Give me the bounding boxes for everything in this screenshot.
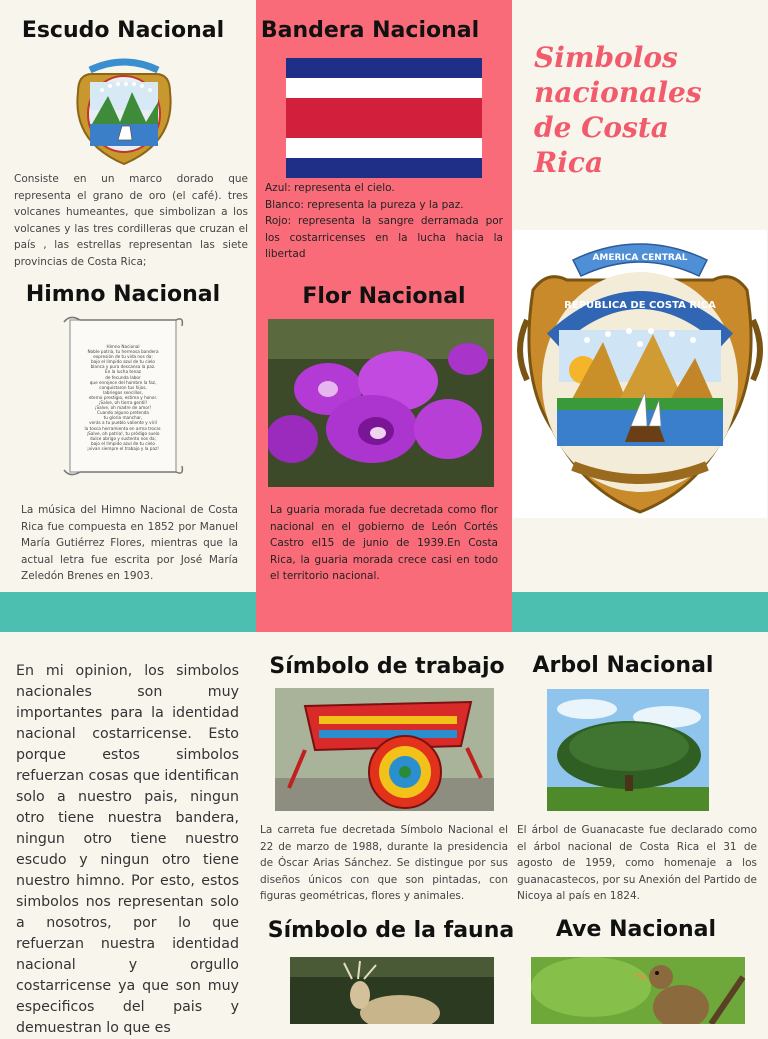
large-coat-of-arms-image bbox=[513, 230, 767, 518]
trabajo-description: La carreta fue decretada Símbolo Nacional el 22 de marzo de 1988, durante la presidencia de Óscar Arias Sánchez. Se distingue por sus diseños únicos con que son pintadas, con figuras geométricas, flores y animales. bbox=[260, 824, 508, 902]
clay-colored-thrush-image bbox=[531, 957, 745, 1024]
opinion-text: En mi opinion, los simbolos nacionales son muy importantes para la identidad nacional costarricense. Esto porque estos simbolos refuerzan cosas que identifican solo a nuestro pais, ningun otro tiene nuestra bandera, ningun otro tiene nuestro escudo y ningun otro tiene nuestro himno. Por esto, estos simbolos nos representan solo a nosotros, por lo que refuerzan nuestra identidad nacional y orgullo costarricense ya que son muy especificos del pais y demuestran lo que es bbox=[16, 663, 239, 1036]
seal-ribbon-text: AMERICA CENTRAL bbox=[592, 253, 688, 263]
escudo-description: Consiste en un marco dorado que representa el grano de oro (el café). tres volcanes humeantes, que simbolizan a los volcanes y las tres cordilleras que cruzan el país , las estrellas representan las siete provincias de Costa Rica; bbox=[14, 173, 248, 268]
flor-heading: Flor Nacional bbox=[302, 284, 466, 309]
anthem-sheet-text: Himno Nacional Noble patria, tu hermosa bandera expresión de tu vida nos da: bajo el límpido azul de tu cielo blanca y pura descansa la paz. En la lucha tenaz de fecunda labor que enrojece del hombre la faz, conquistaron tus hijos, labriegos sencillos, eterno prestigio, estima y honor. ¡Salve, oh tierra gentil! ¡Salve, oh madre de amor! Cuando alguno pretenda tu gloria manchar, verás a tu pueblo valiente y viril la tosca herramienta en arma trocar. ¡Salve, oh patria!, tu pródigo suelo dulce abrigo y sustento nos da; bajo el límpido azul de tu cielo ¡vivan siempre el trabajo y la paz! bbox=[84, 344, 162, 451]
himno-heading: Himno Nacional bbox=[25, 282, 221, 307]
ave-heading: Ave Nacional bbox=[555, 917, 717, 942]
deer-image bbox=[290, 957, 494, 1024]
costa-rica-flag-image bbox=[286, 58, 482, 178]
bandera-description bbox=[265, 180, 503, 263]
seal-band-text: REPUBLICA DE COSTA RICA bbox=[564, 300, 716, 311]
arbol-description: El árbol de Guanacaste fue declarado como el árbol nacional de Costa Rica el 31 de agosto de 1959, como homenaje a los guanacastecos, por su Anexión del Partido de Nicoya al país en 1824. bbox=[517, 824, 757, 902]
flor-description: La guaria morada fue decretada como flor nacional en el gobierno de León Cortés Castro el15 de junio de 1939.En Costa Rica, la guaria morada crece casi en todo el territorio nacional. bbox=[270, 504, 498, 582]
teal-band-left bbox=[0, 592, 256, 632]
guanacaste-tree-image bbox=[547, 689, 709, 811]
teal-band-right bbox=[512, 592, 768, 632]
fauna-heading: Símbolo de la fauna bbox=[267, 918, 515, 943]
page-title: Simbolos nacionales de Costa Rica bbox=[534, 41, 702, 179]
escudo-heading: Escudo Nacional bbox=[21, 18, 225, 43]
anthem-scroll-image bbox=[58, 312, 188, 480]
bandera-line-rojo: Rojo: representa la sangre derramada por los costarricenses en la lucha hacia la libertad bbox=[265, 215, 503, 260]
arbol-heading: Arbol Nacional bbox=[532, 653, 714, 678]
bandera-line-azul: Azul: representa el cielo. bbox=[265, 182, 395, 194]
bandera-heading: Bandera Nacional bbox=[260, 18, 480, 43]
himno-description: La música del Himno Nacional de Costa Rica fue compuesta en 1852 por Manuel María Gutiérrez Flores, mientras que la actual letra fue escrita por José María Zeledón Brenes en 1903. bbox=[21, 504, 238, 582]
trabajo-heading: Símbolo de trabajo bbox=[269, 654, 505, 679]
oxcart-image bbox=[275, 688, 494, 811]
bandera-line-blanco: Blanco: representa la pureza y la paz. bbox=[265, 198, 464, 211]
small-coat-of-arms-image bbox=[70, 52, 178, 168]
orchid-flower-image bbox=[268, 319, 494, 487]
